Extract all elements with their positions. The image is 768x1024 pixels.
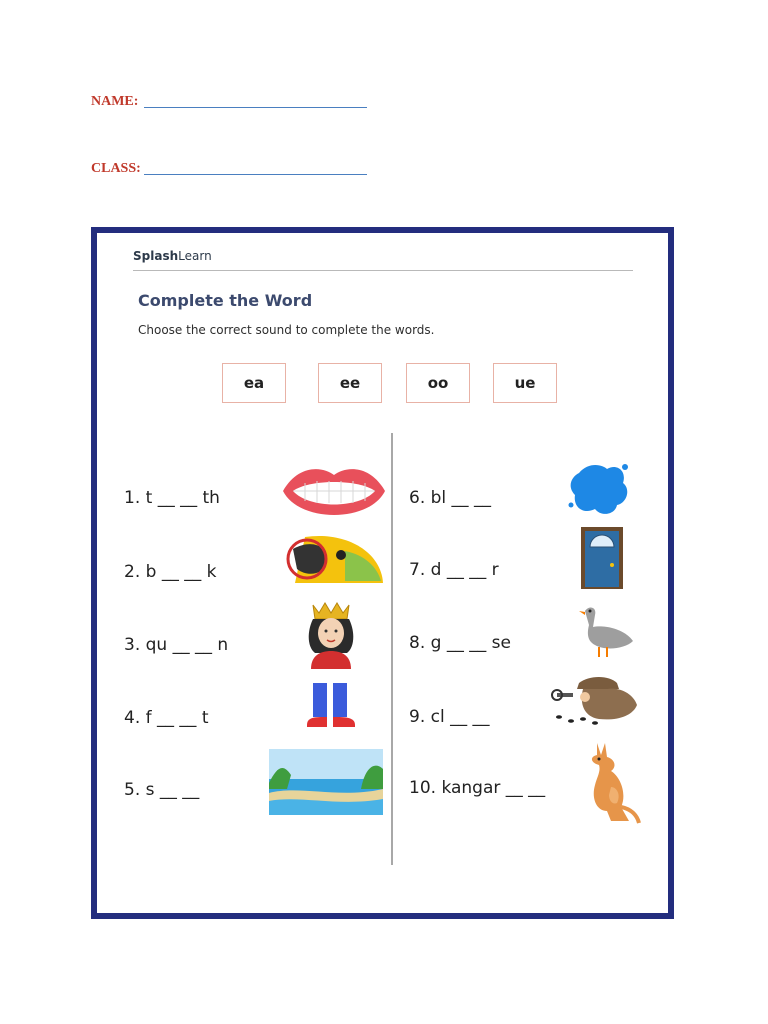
word-item-10: 10. kangar __ __ [409, 778, 546, 798]
word-item-2: 2. b __ __ k [124, 562, 217, 582]
clue-detective-icon [549, 675, 641, 725]
splashlearn-logo: SplashLearn [133, 249, 212, 263]
name-field[interactable] [91, 94, 138, 110]
worksheet-frame [91, 227, 674, 919]
option-box-ue: ue [493, 363, 557, 403]
word-item-9: 9. cl __ __ [409, 707, 490, 727]
goose-icon [575, 603, 637, 659]
kangaroo-icon [581, 741, 641, 825]
worksheet-title: Complete the Word [138, 291, 313, 310]
word-item-4: 4. f __ __ t [124, 708, 209, 728]
feet-icon [303, 681, 359, 731]
beak-icon [285, 531, 385, 589]
class-label: CLASS: [91, 161, 141, 176]
class-field[interactable] [91, 161, 141, 177]
queen-icon [301, 601, 361, 669]
option-box-oo: oo [406, 363, 470, 403]
name-label: NAME: [91, 94, 139, 109]
header-divider [133, 270, 633, 271]
word-item-5: 5. s __ __ [124, 780, 200, 800]
word-item-7: 7. d __ __ r [409, 560, 499, 580]
worksheet-instructions: Choose the correct sound to complete the words. [138, 323, 435, 337]
name-underline [144, 107, 367, 108]
word-item-1: 1. t __ __ th [124, 488, 220, 508]
option-box-ee: ee [318, 363, 382, 403]
sea-icon [269, 749, 383, 815]
door-icon [579, 525, 625, 591]
option-box-ea: ea [222, 363, 286, 403]
word-item-6: 6. bl __ __ [409, 488, 491, 508]
teeth-icon [279, 461, 389, 527]
word-item-8: 8. g __ __ se [409, 633, 511, 653]
word-item-3: 3. qu __ __ n [124, 635, 229, 655]
blue-splash-icon [567, 459, 631, 519]
column-divider [391, 433, 393, 865]
class-underline [144, 174, 367, 175]
